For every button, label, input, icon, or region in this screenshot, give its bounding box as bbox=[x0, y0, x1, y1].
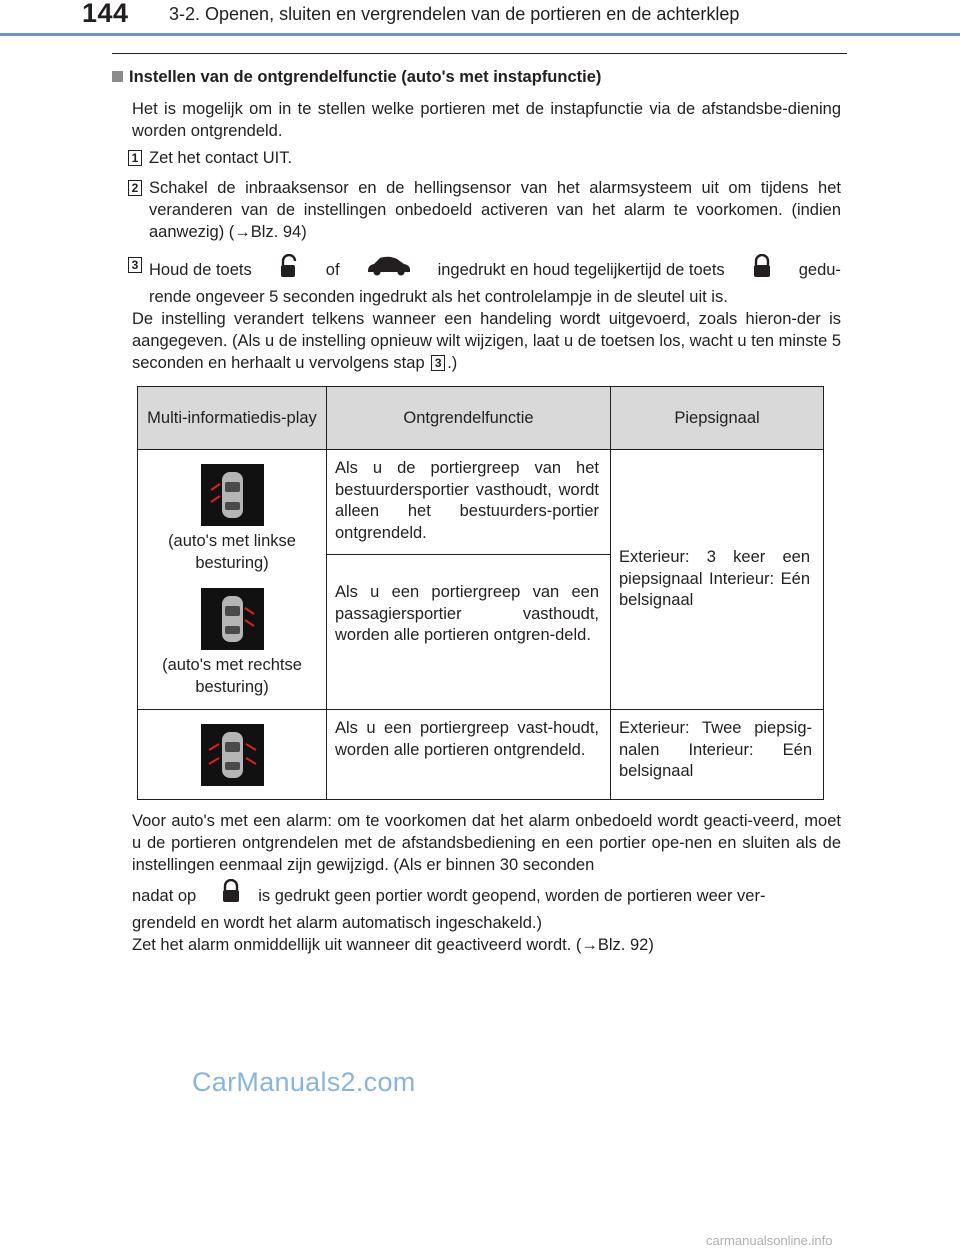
step-number: 1 bbox=[128, 150, 142, 166]
column-header: Piepsignaal bbox=[611, 387, 824, 450]
table-header-row bbox=[138, 387, 824, 450]
lock-button-icon bbox=[751, 254, 773, 286]
function-text: Als u de portiergreep van het bestuurdersportier vasthoudt, wordt alleen het bestuurders-portier ontgrendeld. bbox=[335, 459, 599, 542]
step-text: Zet het contact UIT. bbox=[149, 149, 293, 167]
function-cell bbox=[327, 710, 611, 800]
function-text: Als u een portiergreep van een passagiersportier vasthoudt, worden alle portieren ontgren-deld. bbox=[335, 583, 599, 644]
display-caption: (auto's met linkse besturing) bbox=[168, 532, 296, 572]
settings-table bbox=[137, 386, 824, 800]
alarm-text: Zet het alarm onmiddellijk uit wanneer dit geactiveerd wordt. (→Blz. 92) bbox=[132, 936, 654, 954]
step-3-part: ingedrukt en houd tegelijkertijd de toets bbox=[437, 261, 725, 279]
function-cell bbox=[327, 450, 611, 555]
page-number: 144 bbox=[82, 0, 129, 28]
table-row bbox=[138, 450, 824, 555]
car-display-rhd-icon bbox=[201, 588, 264, 650]
alarm-text: Voor auto's met een alarm: om te voorkomen dat het alarm onbedoeld wordt geacti-veerd, moet u de portieren ontgrendelen met de afstandsbediening en een portier ope-nen en sluiten als de instellingen eenmaal zijn gewijzigd. (Als er binnen 30 seconden bbox=[132, 812, 841, 874]
function-text: Als u een portiergreep vast-houdt, worden alle portieren ontgrendeld. bbox=[335, 719, 599, 759]
step-number: 3 bbox=[128, 257, 142, 273]
step-3-part: gedu- bbox=[798, 261, 841, 279]
step-3-line2: rende ongeveer 5 seconden ingedrukt als het controlelampje in de sleutel uit is. bbox=[149, 288, 728, 306]
watermark-logo: CarManuals2.com bbox=[192, 1067, 416, 1097]
alarm-text: grendeld en wordt het alarm automatisch ingeschakeld.) bbox=[132, 914, 542, 932]
car-display-lhd-icon bbox=[201, 464, 264, 526]
step-3-part: Houd de toets bbox=[149, 261, 252, 279]
unlock-button-icon bbox=[278, 254, 300, 286]
alarm-text: is gedrukt geen portier wordt geopend, worden de portieren weer ver- bbox=[258, 886, 766, 905]
step-3-part: of bbox=[325, 261, 340, 279]
note-text: De instelling verandert telkens wanneer een handeling wordt uitgevoerd, zoals hieron-der is aangegeven. (Als u de instelling opnieuw wilt wijzigen, laat u de toetsen los, wacht u ten minste 5 seconden en herhaalt u vervolgens stap bbox=[132, 310, 842, 372]
beep-cell bbox=[611, 710, 824, 800]
chapter-title: 3-2. Openen, sluiten en vergrendelen van de portieren en de achterklep bbox=[169, 4, 740, 24]
bullet-square-icon bbox=[112, 71, 123, 82]
section-heading-text: Instellen van de ontgrendelfunctie (auto's met instapfunctie) bbox=[129, 68, 602, 86]
alarm-text: nadat op bbox=[132, 886, 197, 905]
display-caption: (auto's met rechtse besturing) bbox=[162, 656, 302, 696]
section-heading bbox=[112, 68, 601, 87]
intro-paragraph: Het is mogelijk om in te stellen welke portieren met de instapfunctie via de afstandsbe-diening worden ontgrendeld. bbox=[132, 100, 841, 140]
display-cell bbox=[138, 710, 327, 800]
footer-watermark: carmanualsonline.info bbox=[706, 1233, 833, 1248]
car-trunk-icon bbox=[366, 255, 412, 285]
alarm-paragraph bbox=[132, 810, 841, 956]
beep-text: Exterieur: 3 keer een piepsignaal Interieur: Eén belsignaal bbox=[619, 548, 810, 610]
function-cell bbox=[327, 555, 611, 710]
step-3-text bbox=[149, 254, 841, 308]
section-rule bbox=[112, 53, 847, 54]
table-row bbox=[138, 710, 824, 800]
header-divider bbox=[0, 33, 960, 36]
step-number: 2 bbox=[128, 180, 142, 196]
column-header: Multi-informatiedis-play bbox=[138, 387, 327, 450]
beep-text: Exterieur: Twee piepsig-nalen Interieur: Eén belsignaal bbox=[619, 719, 812, 780]
step-reference: 3 bbox=[431, 355, 445, 371]
lock-button-icon bbox=[220, 879, 242, 912]
beep-cell bbox=[611, 450, 824, 710]
note-paragraph bbox=[132, 308, 841, 374]
display-cell bbox=[138, 450, 327, 710]
step-text: Schakel de inbraaksensor en de hellingsensor van het alarmsysteem uit om tijdens het veranderen van de instellingen onbedoeld activeren van het alarm te voorkomen. (indien aanwezig) (→Blz. 94) bbox=[149, 179, 841, 241]
note-end: .) bbox=[447, 354, 458, 372]
car-display-all-icon bbox=[201, 724, 264, 786]
column-header: Ontgrendelfunctie bbox=[327, 387, 611, 450]
